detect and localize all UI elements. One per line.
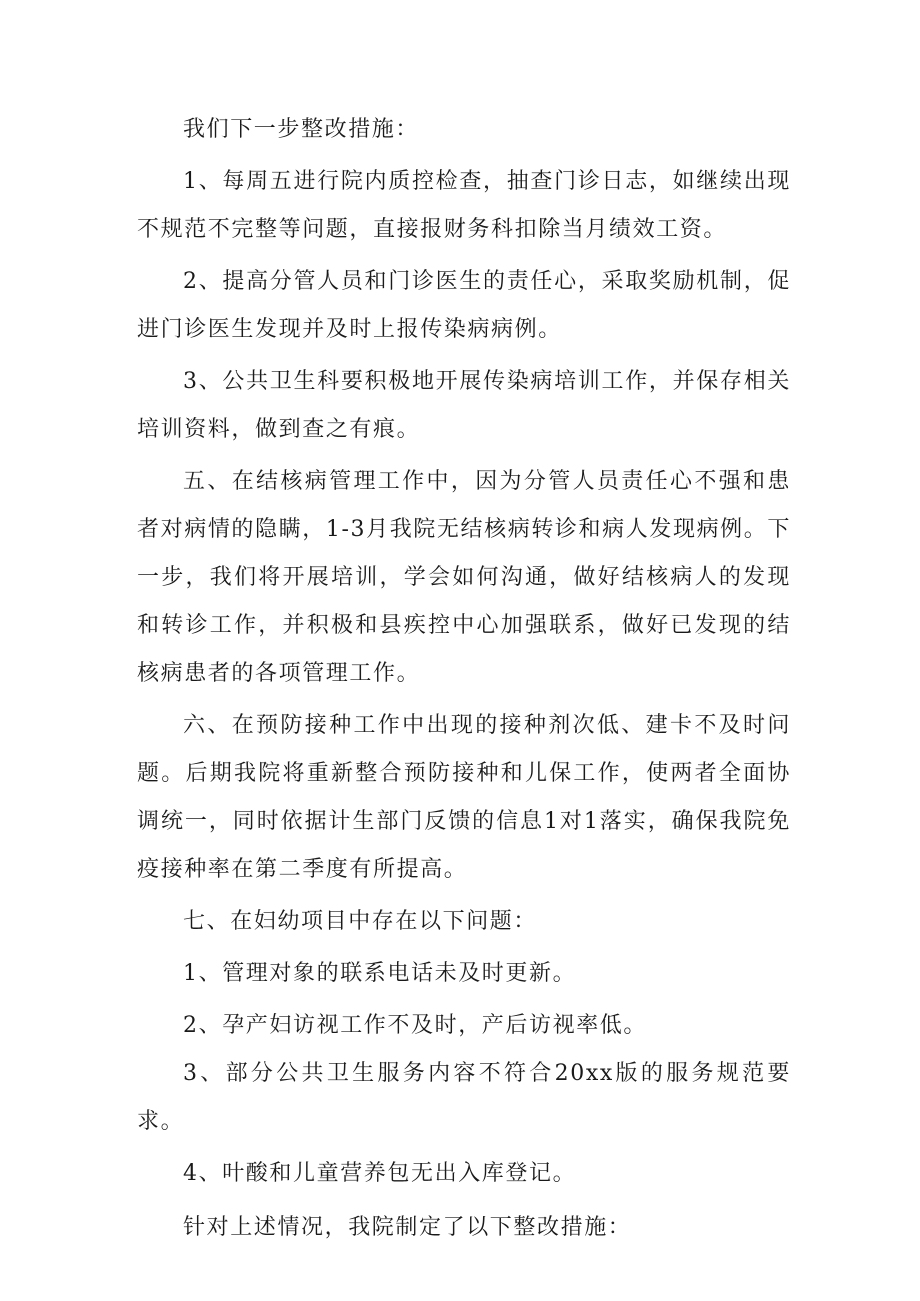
paragraph-measure-3: 3、公共卫生科要积极地开展传染病培训工作，并保存相关培训资料，做到查之有痕。 — [137, 369, 791, 442]
paragraph-section-7-maternal-child: 七、在妇幼项目中存在以下问题： — [183, 909, 538, 934]
paragraph-issue-4: 4、叶酸和儿童营养包无出入库登记。 — [183, 1161, 577, 1186]
paragraph-intro-measures: 我们下一步整改措施： — [183, 117, 420, 142]
paragraph-rectification-intro: 针对上述情况，我院制定了以下整改措施： — [183, 1215, 632, 1240]
paragraph-section-6-vaccination: 六、在预防接种工作中出现的接种剂次低、建卡不及时问题。后期我院将重新整合预防接种和儿保工作，使两者全面协调统一，同时依据计生部门反馈的信息1对1落实，确保我院免疫接种率在第二季度有所提高。 — [137, 713, 791, 882]
document-body — [137, 106, 791, 1252]
paragraph-section-5-tuberculosis: 五、在结核病管理工作中，因为分管人员责任心不强和患者对病情的隐瞒，1-3月我院无结核病转诊和病人发现病例。下一步，我们将开展培训，学会如何沟通，做好结核病人的发现和转诊工作，并积极和县疾控中心加强联系，做好已发现的结核病患者的各项管理工作。 — [137, 469, 791, 686]
paragraph-measure-1: 1、每周五进行院内质控检查，抽查门诊日志，如继续出现不规范不完整等问题，直接报财务科扣除当月绩效工资。 — [137, 169, 791, 242]
paragraph-measure-2: 2、提高分管人员和门诊医生的责任心，采取奖励机制，促进门诊医生发现并及时上报传染病病例。 — [137, 269, 791, 342]
paragraph-issue-3: 3、部分公共卫生服务内容不符合20xx版的服务规范要求。 — [137, 1061, 791, 1134]
paragraph-issue-1: 1、管理对象的联系电话未及时更新。 — [183, 961, 577, 986]
paragraph-issue-2: 2、孕产妇访视工作不及时，产后访视率低。 — [183, 1013, 647, 1038]
